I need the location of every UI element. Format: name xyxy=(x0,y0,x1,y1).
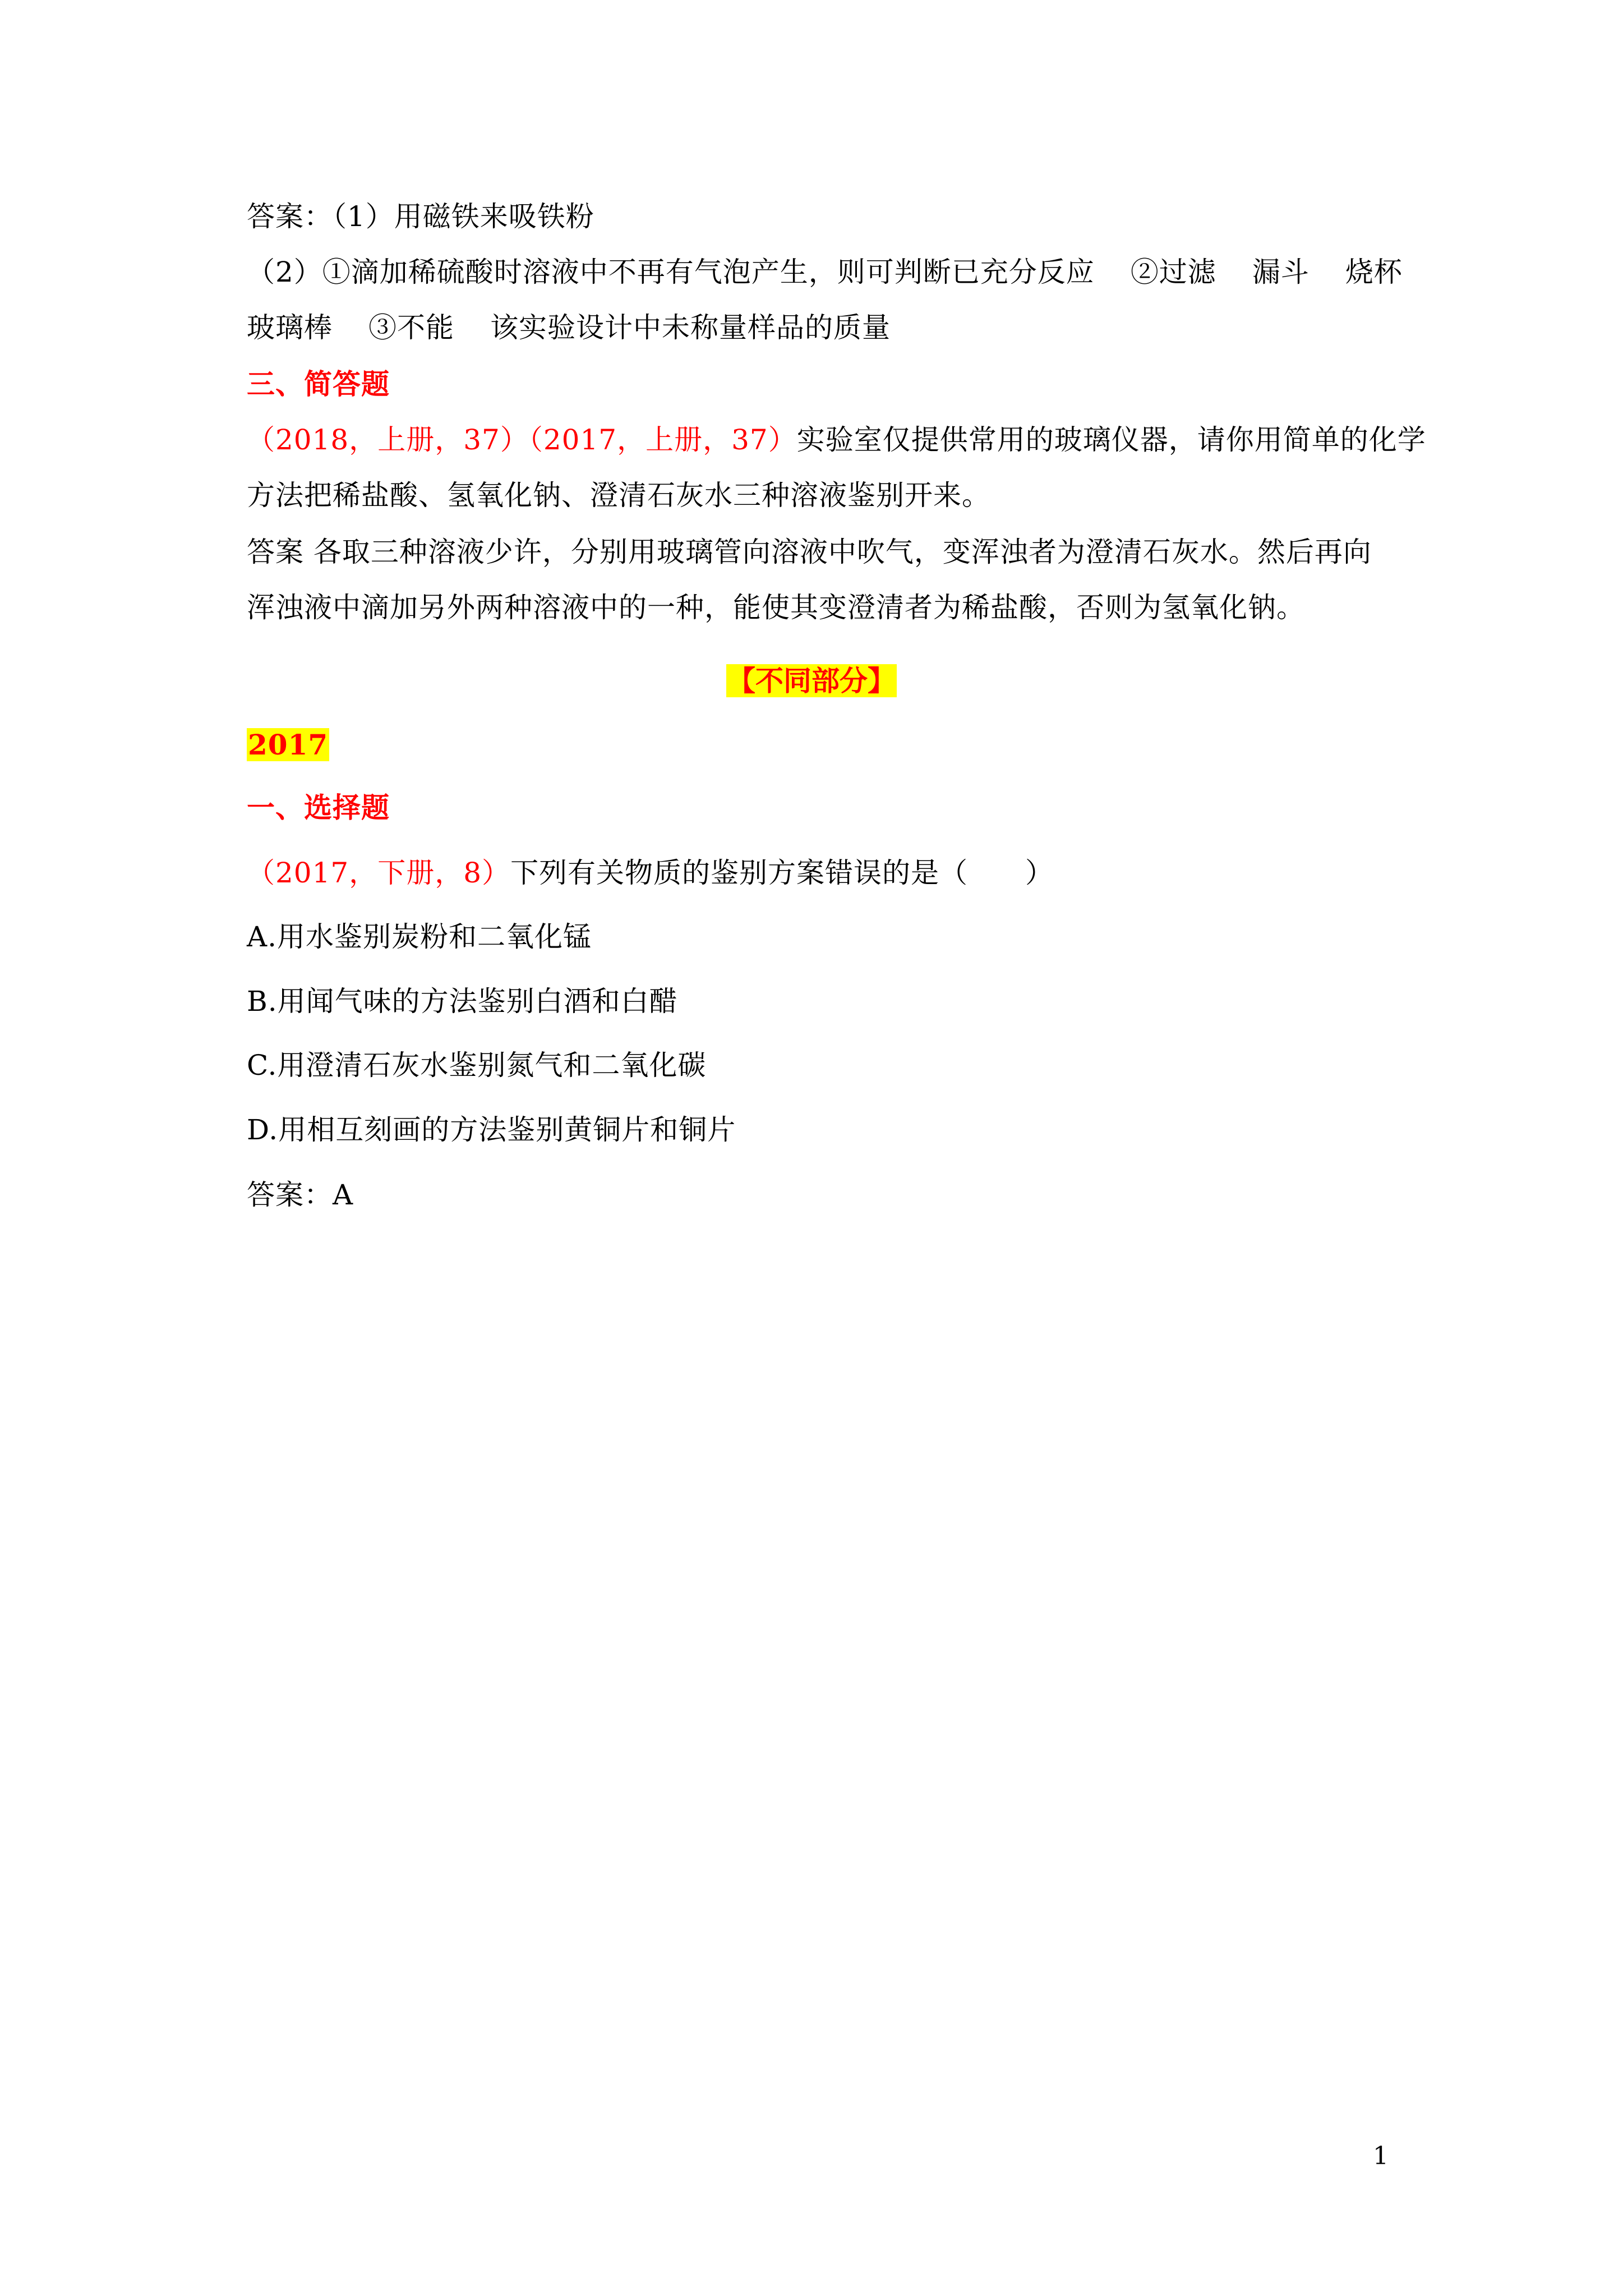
answer-line-3 xyxy=(247,311,891,344)
section-heading-multiple-choice xyxy=(247,791,390,825)
question-text: 下列有关物质的鉴别方案错误的是（ ） xyxy=(510,857,1054,889)
answer-part: 玻璃棒 xyxy=(247,311,333,344)
option-text: B.用闻气味的方法鉴别白酒和白醋 xyxy=(247,985,678,1018)
answer-text: 答案：A xyxy=(247,1179,354,1211)
section-title: 三、简答题 xyxy=(247,367,390,401)
option-text: C.用澄清石灰水鉴别氮气和二氧化碳 xyxy=(247,1049,707,1082)
option-text: D.用相互刻画的方法鉴别黄铜片和铜片 xyxy=(247,1114,736,1146)
answer-text: 答案：（1）用磁铁来吸铁粉 xyxy=(247,200,594,233)
option-text: A.用水鉴别炭粉和二氧化锰 xyxy=(247,921,592,953)
different-section-heading xyxy=(0,664,1623,698)
year-heading xyxy=(247,728,329,762)
answer-line-2 xyxy=(247,255,1403,289)
question-37-answer-line-1 xyxy=(247,535,1372,569)
page-number: 1 xyxy=(1373,2142,1389,2170)
answer-part: （2）①滴加稀硫酸时溶液中不再有气泡产生，则可判断已充分反应 xyxy=(247,256,1095,288)
question-text: 方法把稀盐酸、氢氧化钠、澄清石灰水三种溶液鉴别开来。 xyxy=(247,479,990,512)
answer-part: ②过滤 xyxy=(1130,256,1216,288)
question-37-line-1 xyxy=(247,423,1426,457)
question-8 xyxy=(247,856,1054,890)
answer-part: 该实验设计中未称量样品的质量 xyxy=(490,311,891,344)
section-heading-short-answer xyxy=(247,367,390,401)
answer-text: 答案 各取三种溶液少许，分别用玻璃管向溶液中吹气，变浑浊者为澄清石灰水。然后再向 xyxy=(247,536,1372,568)
highlighted-heading: 【不同部分】 xyxy=(727,664,896,697)
question-37-line-2 xyxy=(247,478,990,512)
option-b xyxy=(247,984,678,1018)
answer-line-1 xyxy=(247,200,594,233)
section-title: 一、选择题 xyxy=(247,791,390,824)
answer-part: ③不能 xyxy=(368,311,454,344)
question-source: （2017，下册，8） xyxy=(247,857,511,889)
answer-text: 浑浊液中滴加另外两种溶液中的一种，能使其变澄清者为稀盐酸，否则为氢氧化钠。 xyxy=(247,591,1305,624)
option-a xyxy=(247,920,592,954)
option-c xyxy=(247,1048,706,1082)
question-source: （2018，上册，37）（2017，上册，37） xyxy=(247,424,797,456)
year-label: 2017 xyxy=(248,728,329,761)
question-text: 实验室仅提供常用的玻璃仪器，请你用简单的化学 xyxy=(796,424,1426,456)
option-d xyxy=(247,1113,736,1147)
question-37-answer-line-2 xyxy=(247,591,1305,624)
answer-part: 烧杯 xyxy=(1345,256,1403,288)
question-8-answer xyxy=(247,1178,353,1212)
answer-part: 漏斗 xyxy=(1252,256,1310,288)
